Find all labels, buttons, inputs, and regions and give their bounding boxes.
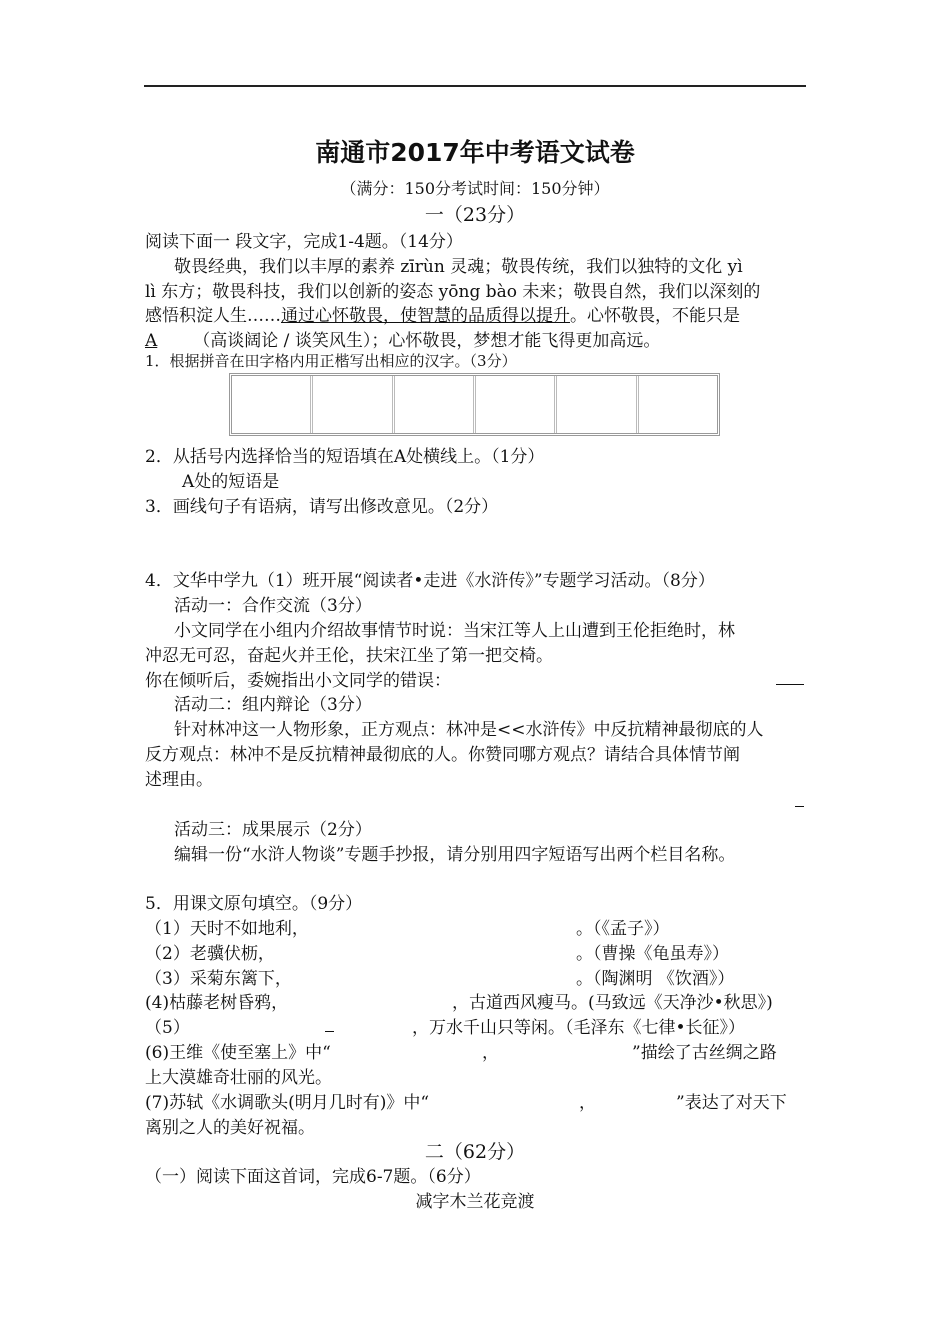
activity-1-heading: 活动一：合作交流（3分） [174,596,372,616]
fill-5-rest: ，万水千山只等闲。（毛泽东《七律•长征》） [412,1018,746,1038]
fill-4: (4)枯藤老树昏鸦， [145,993,289,1013]
question-2: 2．从括号内选择恰当的短语填在A处横线上。（1分） [145,447,545,467]
fill-7-comma: ， [579,1093,596,1113]
fill-6-comma: ， [482,1043,499,1063]
reading-intro: 阅读下面一 段文字，完成1-4题。（14分） [145,232,463,252]
question-5: 5．用课文原句填空。（9分） [145,894,363,914]
poem-title: 减字木兰花竞渡 [415,1192,535,1212]
question-2-answer-label: A处的短语是 [182,472,280,492]
activity-1-text-1: 小文同学在小组内介绍故事情节时说：当宋江等人上山遭到王伦拒绝时，林 [174,621,735,641]
passage-line-1: 敬畏经典，我们以丰厚的素养 zīrùn 灵魂；敬畏传统，我们以独特的文化 yì [174,257,743,277]
activity-1-text-2: 冲忍无可忍，奋起火并王伦，扶宋江坐了第一把交椅。 [145,646,553,666]
page-title: 南通市2017年中考语文试卷 [315,138,635,167]
passage-line-4 [145,326,660,351]
section-one-heading: 一（23分） [424,204,526,226]
fill-6-rest: ”描绘了古丝绸之路 [632,1043,777,1063]
grid-cell[interactable] [476,376,557,433]
fill-6: (6)王维《使至塞上》中“ [145,1043,331,1063]
activity-2-heading: 活动二：组内辩论（3分） [174,695,372,715]
underlined-sentence: 通过心怀敬畏，使智慧的品质得以提升 [281,306,570,326]
fill-6-cont: 上大漠雄奇壮丽的风光。 [145,1068,332,1088]
blank-a-marker: A [145,331,158,351]
answer-line [325,1031,334,1032]
question-3: 3．画线句子有语病，请写出修改意见。（2分） [145,497,499,517]
passage-line-2: lì 东方；敬畏科技，我们以创新的姿态 yōng bào 未来；敬畏自然，我们以深刻的 [145,282,761,302]
activity-3-text: 编辑一份“水浒人物谈”专题手抄报，请分别用四字短语写出两个栏目名称。 [174,845,736,865]
passage-text: （高谈阔论 / 谈笑风生）；心怀敬畏，梦想才能飞得更加高远。 [193,331,661,351]
section-two-heading: 二（62分） [424,1141,526,1163]
question-4: 4．文华中学九（1）班开展“阅读者•走进《水浒传》”专题学习活动。（8分） [145,571,715,591]
passage-text: 。心怀敬畏，不能只是 [570,306,740,326]
fill-1: （1）天时不如地利， [145,919,309,939]
grid-cell[interactable] [395,376,476,433]
part-1-intro: （一）阅读下面这首词，完成6-7题。（6分） [145,1167,481,1187]
fill-5: （5） [145,1018,190,1038]
fill-3-source: 。（陶渊明 《饮酒》） [576,969,735,989]
fill-1-source: 。（《孟子》） [576,919,670,939]
fill-7: (7)苏轼《水调歌头(明月几时有)》中“ [145,1093,430,1113]
passage-text: 感悟积淀人生…… [145,306,281,326]
activity-1-prompt: 你在倾听后，委婉指出小文同学的错误： [145,671,451,691]
fill-4-rest: ，古道西风瘦马。(马致远《天净沙•秋思》) [452,993,773,1013]
header-rule [144,85,806,87]
grid-cell[interactable] [232,376,313,433]
passage-line-3 [145,301,740,326]
activity-2-text-3: 述理由。 [145,770,213,790]
fill-3: （3）采菊东篱下， [145,969,292,989]
grid-cell[interactable] [557,376,638,433]
activity-2-text-2: 反方观点：林冲不是反抗精神最彻底的人。你赞同哪方观点？请结合具体情节阐 [145,745,740,765]
grid-cell[interactable] [639,376,717,433]
fill-2: （2）老骥伏枥， [145,944,275,964]
grid-cell[interactable] [313,376,394,433]
exam-info: （满分：150分考试时间：150分钟） [340,179,610,198]
activity-3-heading: 活动三：成果展示（2分） [174,820,372,840]
writing-grid[interactable] [229,373,720,436]
question-1: 1．根据拼音在田字格内用正楷写出相应的汉字。（3分） [145,352,517,370]
activity-2-text-1: 针对林冲这一人物形象，正方观点：林冲是<<水浒传》中反抗精神最彻底的人 [174,720,764,740]
answer-line [776,684,804,685]
fill-7-cont: 离别之人的美好祝福。 [145,1118,315,1138]
fill-2-source: 。（曹操《龟虽寿》） [576,944,729,964]
fill-7-rest: ”表达了对天下 [676,1093,787,1113]
answer-line [795,806,804,807]
